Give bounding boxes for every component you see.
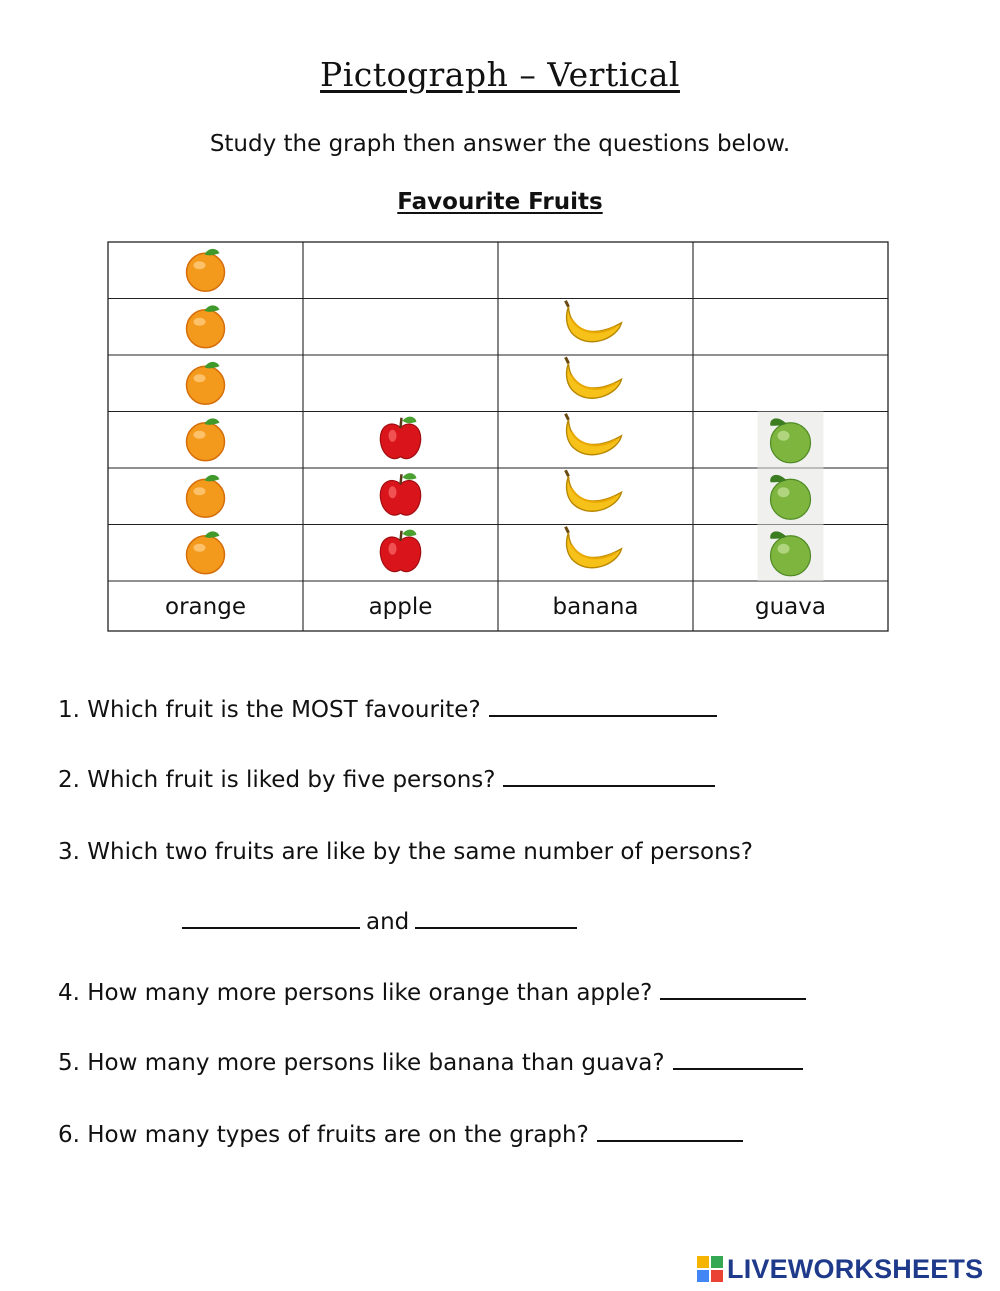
category-label-guava: guava — [755, 594, 826, 620]
orange-pictogram — [187, 362, 225, 404]
question-1 — [58, 695, 717, 725]
answer-3a-blank[interactable] — [182, 907, 360, 929]
liveworksheets-brand[interactable] — [697, 1254, 983, 1284]
question-5-text: 5. How many more persons like banana than guava? — [58, 1050, 665, 1076]
answer-1-blank[interactable] — [489, 695, 717, 717]
question-3 — [58, 837, 753, 867]
category-label-apple: apple — [368, 594, 433, 620]
answer-4-blank[interactable] — [660, 978, 806, 1000]
orange-pictogram — [187, 475, 225, 517]
instruction-text: Study the graph then answer the questions below. — [209, 131, 791, 157]
banana-pictogram — [566, 301, 622, 342]
orange-pictogram — [187, 418, 225, 460]
apple-pictogram — [380, 530, 420, 572]
brand-name: LIVEWORKSHEETS — [727, 1253, 984, 1284]
question-3-text: 3. Which two fruits are like by the same number of persons? — [58, 839, 753, 865]
orange-pictogram — [187, 249, 225, 291]
banana-pictogram — [566, 527, 622, 568]
chart-title: Favourite Fruits — [397, 189, 603, 215]
worksheet-title: Pictograph – Vertical — [320, 55, 680, 94]
orange-pictogram — [187, 531, 225, 573]
guava-pictogram — [758, 468, 824, 524]
question-4 — [58, 978, 806, 1008]
category-label-banana: banana — [552, 594, 639, 620]
banana-pictogram — [566, 357, 622, 398]
question-4-text: 4. How many more persons like orange than apple? — [58, 980, 653, 1006]
question-3-answer-line — [176, 907, 583, 937]
apple-pictogram — [380, 473, 420, 515]
banana-pictogram — [566, 414, 622, 455]
question-1-text: 1. Which fruit is the MOST favourite? — [58, 697, 481, 723]
liveworksheets-logo-icon — [697, 1256, 723, 1282]
banana-pictogram — [566, 470, 622, 511]
question-2-text: 2. Which fruit is liked by five persons? — [58, 767, 496, 793]
and-label: and — [366, 909, 410, 935]
guava-pictogram — [758, 525, 824, 581]
question-5 — [58, 1048, 803, 1078]
category-label-orange: orange — [165, 594, 246, 620]
orange-pictogram — [187, 305, 225, 347]
answer-6-blank[interactable] — [597, 1120, 743, 1142]
question-2 — [58, 765, 715, 795]
guava-pictogram — [758, 412, 824, 468]
apple-pictogram — [380, 417, 420, 459]
answer-5-blank[interactable] — [673, 1048, 803, 1070]
answer-2-blank[interactable] — [503, 765, 715, 787]
answer-3b-blank[interactable] — [415, 907, 577, 929]
question-6-text: 6. How many types of fruits are on the graph? — [58, 1122, 589, 1148]
question-6 — [58, 1120, 743, 1150]
